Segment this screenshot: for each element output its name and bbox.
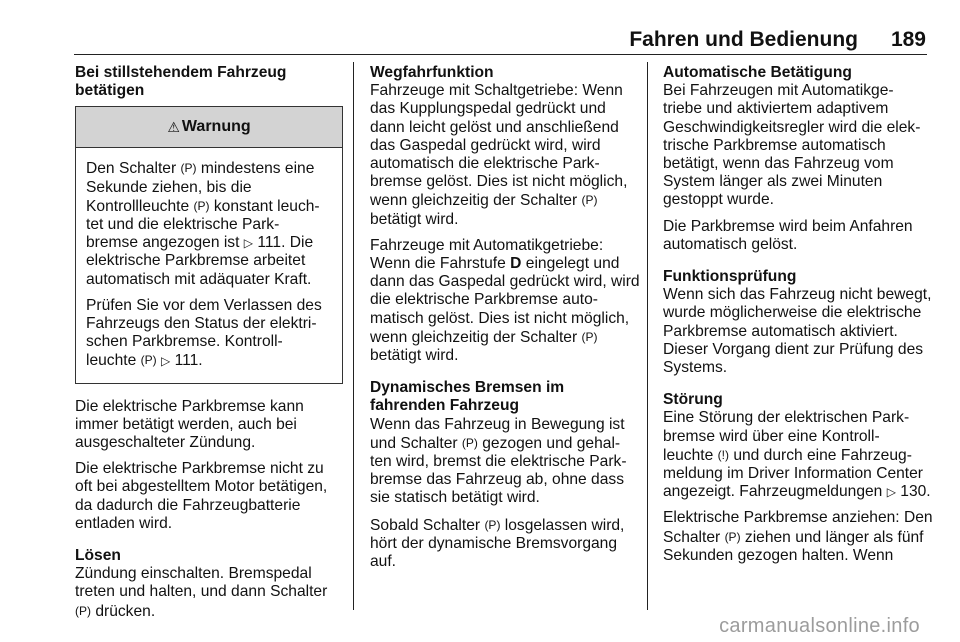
parking-brake-switch-icon: (P) bbox=[581, 329, 598, 344]
body-paragraph: Eine Störung der elektrischen Park- bremse wird über eine Kontroll- leuchte (!) und durch eine Fahrzeug- meldung im Driver Information Center angezeigt. Fahrzeugmeldungen ▷ 130. bbox=[663, 409, 931, 501]
section-heading: Bei stillstehendem Fahrzeug betätigen bbox=[75, 64, 287, 100]
section-heading: Dynamisches Bremsen im fahrenden Fahrzeug bbox=[370, 379, 565, 415]
section-heading: Funktionsprüfung bbox=[663, 268, 797, 286]
warning-title: Warnung bbox=[181, 118, 251, 136]
page-ref-arrow-icon: ▷ bbox=[886, 485, 896, 500]
watermark: carmanualsonline.info bbox=[719, 615, 920, 637]
header-rule bbox=[74, 54, 927, 55]
page-reference[interactable]: 130 bbox=[900, 483, 927, 501]
warning-header bbox=[76, 107, 342, 148]
warning-triangle-icon: ⚠ bbox=[167, 119, 180, 136]
parking-brake-switch-icon: (P) bbox=[193, 198, 210, 213]
body-paragraph: Bei Fahrzeugen mit Automatikge- triebe und aktiviertem adaptivem Geschwindigkeitsregler wird die elek- trische Parkbremse automatisch betätigt, wenn das Fahrzeug vom System länger als zwei Minuten gestoppt wurde. bbox=[663, 82, 921, 209]
page-header bbox=[0, 0, 960, 60]
body-paragraph: Sobald Schalter (P) losgelassen wird, hört der dynamische Bremsvorgang auf. bbox=[370, 516, 625, 571]
page-ref-arrow-icon: ▷ bbox=[160, 354, 171, 369]
page-number: 189 bbox=[890, 28, 926, 51]
page-reference[interactable]: 111 bbox=[257, 234, 282, 252]
chapter-title: Fahren und Bedienung bbox=[629, 28, 858, 51]
body-paragraph: Die elektrische Parkbremse nicht zu oft bei abgestelltem Motor betätigen, da dadurch die Fahrzeugbatterie entladen wird. bbox=[75, 460, 328, 532]
brake-warning-light-icon: (!) bbox=[717, 447, 729, 462]
column-1 bbox=[75, 64, 343, 629]
body-paragraph: Fahrzeuge mit Automatikgetriebe: Wenn die Fahrstufe D eingelegt und dann das Gaspedal gedrückt wird, wird die elektrische Parkbremse auto- matisch gelöst. Dies ist nicht möglich, wenn gleichzeitig der Schalter (P) betätigt wird. bbox=[370, 236, 640, 365]
section-heading: Wegfahrfunktion bbox=[370, 64, 494, 81]
section-heading: Automatische Betätigung bbox=[663, 64, 852, 81]
section-heading: Lösen bbox=[75, 547, 121, 565]
warning-paragraph: Den Schalter (P) mindestens eine Sekunde ziehen, bis die Kontrollleuchte (P) konstant leuch- tet und die elektrische Park- bremse angezogen ist ▷ 111. Die elektrische Parkbremse arbeitet automatisch mit adäquater Kraft. bbox=[86, 160, 320, 288]
body-paragraph: Die elektrische Parkbremse kann immer betätigt werden, auch bei ausgeschalteter Zündung. bbox=[75, 397, 304, 452]
parking-brake-switch-icon: (P) bbox=[461, 435, 478, 450]
gear-position-label: D bbox=[510, 255, 522, 273]
page-reference[interactable]: 111 bbox=[174, 352, 199, 370]
parking-brake-switch-icon: (P) bbox=[75, 603, 91, 618]
body-paragraph: Wenn sich das Fahrzeug nicht bewegt, wurde möglicherweise die elektrische Parkbremse automatisch aktiviert. Dieser Vorgang dient zur Prüfung des Systems. bbox=[663, 286, 932, 377]
warning-paragraph: Prüfen Sie vor dem Verlassen des Fahrzeugs den Status der elektri- schen Parkbremse. Kontroll- leuchte (P) ▷ 111. bbox=[86, 296, 322, 370]
section-heading: Störung bbox=[663, 391, 723, 409]
body-paragraph: Elektrische Parkbremse anziehen: Den Schalter (P) ziehen und länger als fünf Sekunden gezogen halten. Wenn bbox=[663, 509, 933, 564]
page-ref-arrow-icon: ▷ bbox=[243, 236, 254, 251]
parking-brake-switch-icon: (P) bbox=[581, 193, 598, 208]
warning-body bbox=[76, 148, 342, 382]
parking-brake-switch-icon: (P) bbox=[140, 353, 157, 368]
column-divider-1 bbox=[353, 62, 354, 610]
parking-brake-switch-icon: (P) bbox=[724, 529, 741, 544]
body-paragraph: Wenn das Fahrzeug in Bewegung ist und Schalter (P) gezogen und gehal- ten wird, bremst die elektrische Park- bremse das Fahrzeug ab, ohne dass sie statisch betätigt wird. bbox=[370, 415, 627, 507]
body-paragraph: Die Parkbremse wird beim Anfahren automatisch gelöst. bbox=[663, 217, 913, 253]
parking-brake-switch-icon: (P) bbox=[180, 161, 197, 176]
body-paragraph: Fahrzeuge mit Schaltgetriebe: Wenn das Kupplungspedal gedrückt und dann leicht gelöst und anschließend das Gaspedal gedrückt wird, wird automatisch die elektrische Park- bremse gelöst. Dies ist nicht möglich, wenn gleichzeitig der Schalter (P) betätigt wird. bbox=[370, 82, 628, 228]
warning-box bbox=[75, 106, 343, 383]
column-divider-2 bbox=[647, 62, 648, 610]
column-2 bbox=[370, 64, 640, 579]
body-paragraph: Zündung einschalten. Bremspedal treten und halten, und dann Schalter (P) drücken. bbox=[75, 565, 328, 620]
column-3 bbox=[663, 64, 933, 573]
parking-brake-switch-icon: (P) bbox=[484, 517, 501, 532]
